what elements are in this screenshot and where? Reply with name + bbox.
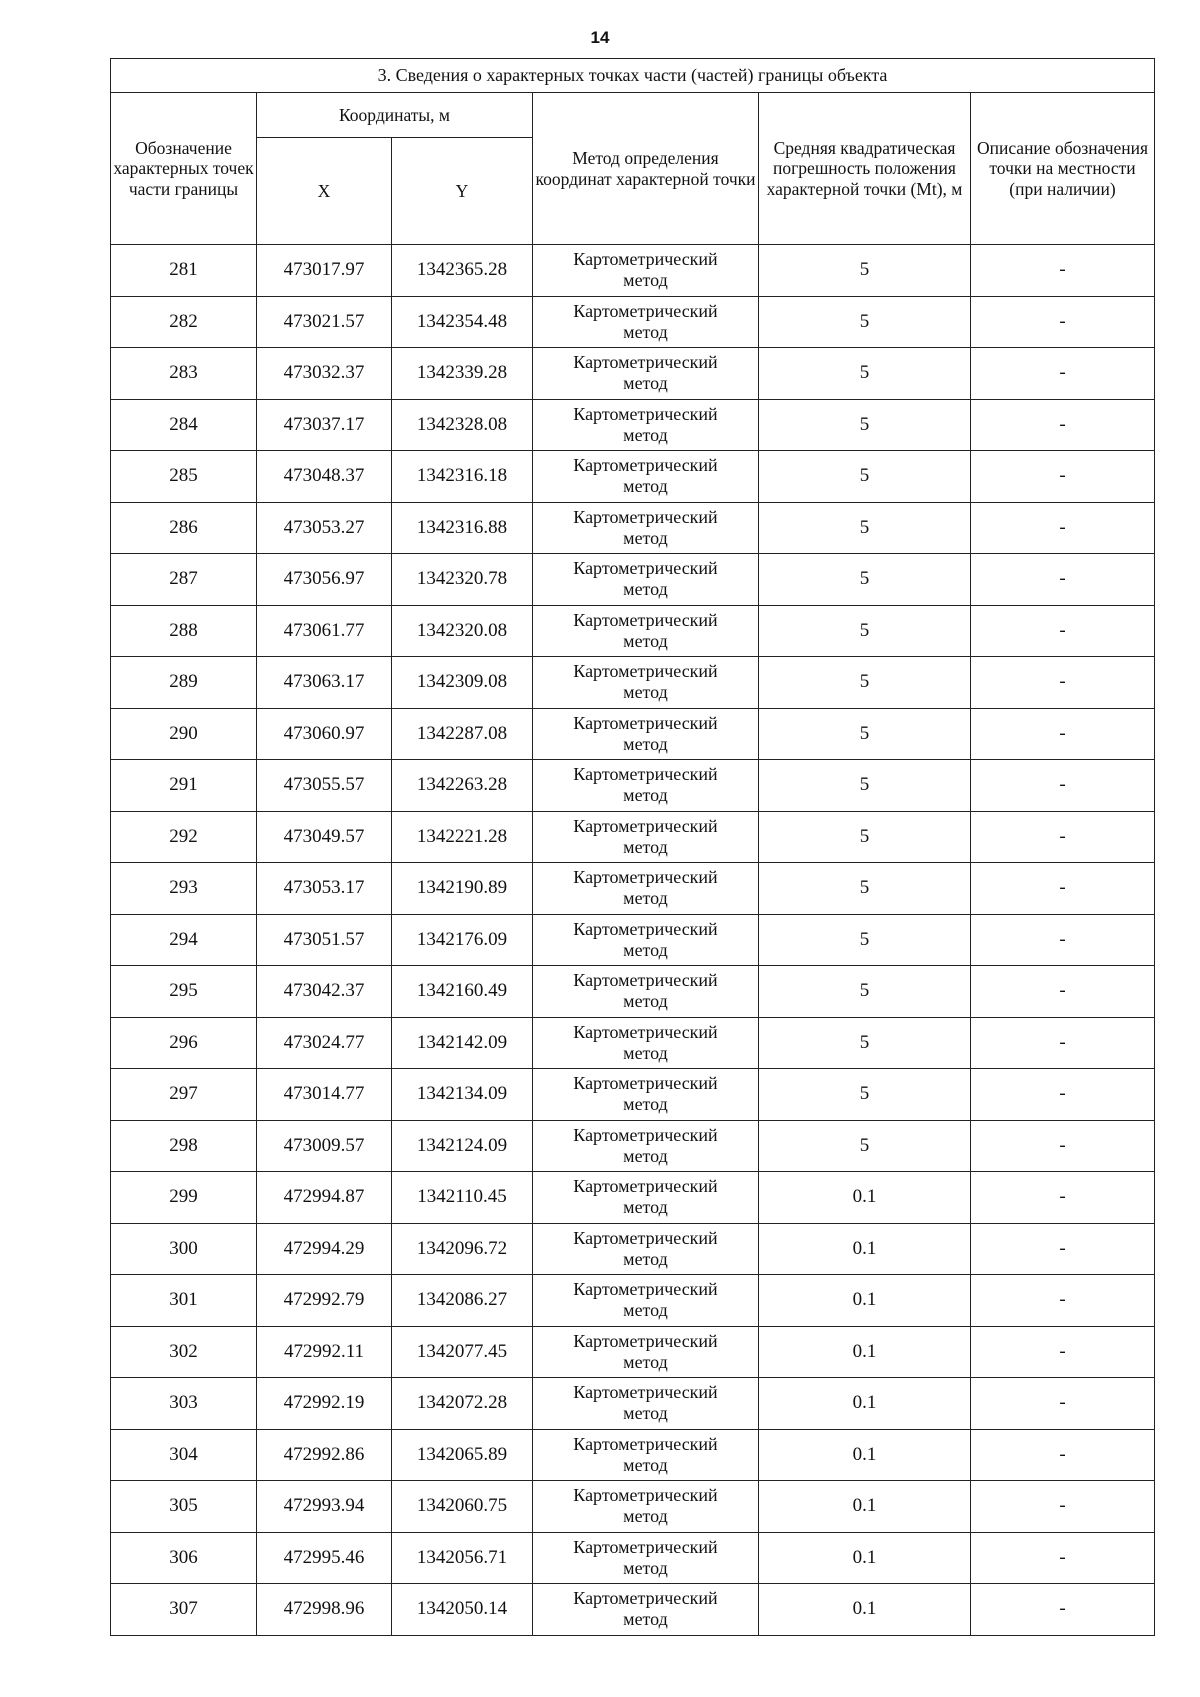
description-cell: -	[971, 966, 1155, 1018]
method-line-1: Картометрический	[573, 764, 718, 785]
method-cell	[533, 1481, 759, 1533]
error-cell: 5	[759, 451, 971, 503]
point-number-cell: 305	[111, 1481, 257, 1533]
point-number-cell: 303	[111, 1378, 257, 1430]
x-coordinate-cell: 473021.57	[257, 296, 392, 348]
header-x: X	[257, 138, 392, 245]
description-cell: -	[971, 1172, 1155, 1224]
description-cell: -	[971, 1429, 1155, 1481]
description-cell: -	[971, 451, 1155, 503]
method-line-1: Картометрический	[573, 403, 718, 424]
method-line-2: метод	[623, 1145, 668, 1166]
error-cell: 5	[759, 708, 971, 760]
x-coordinate-cell: 473061.77	[257, 605, 392, 657]
description-cell: -	[971, 605, 1155, 657]
method-line-2: метод	[623, 1094, 668, 1115]
method-cell	[533, 966, 759, 1018]
point-number-cell: 288	[111, 605, 257, 657]
y-coordinate-cell: 1342072.28	[392, 1378, 533, 1430]
method-line-1: Картометрический	[573, 1124, 718, 1145]
point-number-cell: 282	[111, 296, 257, 348]
method-line-1: Картометрический	[573, 455, 718, 476]
point-number-cell: 281	[111, 245, 257, 297]
method-line-1: Картометрический	[573, 1588, 718, 1609]
method-line-2: метод	[623, 1403, 668, 1424]
x-coordinate-cell: 473060.97	[257, 708, 392, 760]
y-coordinate-cell: 1342056.71	[392, 1532, 533, 1584]
table-row	[111, 657, 1155, 709]
method-line-2: метод	[623, 1557, 668, 1578]
method-cell	[533, 1120, 759, 1172]
description-cell: -	[971, 1481, 1155, 1533]
y-coordinate-cell: 1342316.18	[392, 451, 533, 503]
table-row	[111, 245, 1155, 297]
y-coordinate-cell: 1342190.89	[392, 863, 533, 915]
method-line-1: Картометрический	[573, 867, 718, 888]
x-coordinate-cell: 473048.37	[257, 451, 392, 503]
y-coordinate-cell: 1342134.09	[392, 1069, 533, 1121]
method-cell	[533, 502, 759, 554]
table-row	[111, 605, 1155, 657]
description-cell: -	[971, 1584, 1155, 1636]
method-cell	[533, 1532, 759, 1584]
y-coordinate-cell: 1342086.27	[392, 1275, 533, 1327]
description-cell: -	[971, 1069, 1155, 1121]
y-coordinate-cell: 1342309.08	[392, 657, 533, 709]
description-cell: -	[971, 708, 1155, 760]
error-cell: 5	[759, 811, 971, 863]
error-cell: 5	[759, 605, 971, 657]
table-row	[111, 1481, 1155, 1533]
method-cell	[533, 1378, 759, 1430]
method-line-1: Картометрический	[573, 300, 718, 321]
y-coordinate-cell: 1342365.28	[392, 245, 533, 297]
table-row	[111, 502, 1155, 554]
point-number-cell: 285	[111, 451, 257, 503]
method-line-1: Картометрический	[573, 1536, 718, 1557]
x-coordinate-cell: 473017.97	[257, 245, 392, 297]
header-error: Средняя квадратическая погрешность положения характерной точки (Mt), м	[759, 93, 971, 245]
description-cell: -	[971, 1378, 1155, 1430]
table-row	[111, 399, 1155, 451]
point-number-cell: 292	[111, 811, 257, 863]
x-coordinate-cell: 473014.77	[257, 1069, 392, 1121]
method-cell	[533, 914, 759, 966]
method-line-1: Картометрический	[573, 1227, 718, 1248]
method-cell	[533, 451, 759, 503]
point-number-cell: 301	[111, 1275, 257, 1327]
x-coordinate-cell: 473051.57	[257, 914, 392, 966]
description-cell: -	[971, 914, 1155, 966]
table-caption-row	[111, 59, 1155, 93]
error-cell: 5	[759, 863, 971, 915]
table-row	[111, 966, 1155, 1018]
point-number-cell: 295	[111, 966, 257, 1018]
method-cell	[533, 1429, 759, 1481]
y-coordinate-cell: 1342339.28	[392, 348, 533, 400]
method-line-2: метод	[623, 1197, 668, 1218]
description-cell: -	[971, 1120, 1155, 1172]
description-cell: -	[971, 399, 1155, 451]
method-cell	[533, 296, 759, 348]
method-line-1: Картометрический	[573, 1330, 718, 1351]
table-row	[111, 296, 1155, 348]
error-cell: 0.1	[759, 1326, 971, 1378]
y-coordinate-cell: 1342221.28	[392, 811, 533, 863]
method-line-2: метод	[623, 785, 668, 806]
y-coordinate-cell: 1342077.45	[392, 1326, 533, 1378]
table-row	[111, 1532, 1155, 1584]
y-coordinate-cell: 1342320.78	[392, 554, 533, 606]
method-cell	[533, 1017, 759, 1069]
point-number-cell: 291	[111, 760, 257, 812]
y-coordinate-cell: 1342065.89	[392, 1429, 533, 1481]
method-line-2: метод	[623, 1609, 668, 1630]
error-cell: 5	[759, 914, 971, 966]
error-cell: 5	[759, 245, 971, 297]
section-title: 3. Сведения о характерных точках части (частей) границы объекта	[111, 59, 1155, 93]
table-row	[111, 760, 1155, 812]
method-line-2: метод	[623, 373, 668, 394]
y-coordinate-cell: 1342060.75	[392, 1481, 533, 1533]
description-cell: -	[971, 554, 1155, 606]
x-coordinate-cell: 473042.37	[257, 966, 392, 1018]
method-line-2: метод	[623, 270, 668, 291]
y-coordinate-cell: 1342160.49	[392, 966, 533, 1018]
point-number-cell: 307	[111, 1584, 257, 1636]
x-coordinate-cell: 473032.37	[257, 348, 392, 400]
header-row-1	[111, 93, 1155, 138]
method-line-2: метод	[623, 527, 668, 548]
method-line-2: метод	[623, 424, 668, 445]
table-row	[111, 708, 1155, 760]
x-coordinate-cell: 473055.57	[257, 760, 392, 812]
description-cell: -	[971, 1017, 1155, 1069]
description-cell: -	[971, 1223, 1155, 1275]
y-coordinate-cell: 1342050.14	[392, 1584, 533, 1636]
method-line-2: метод	[623, 888, 668, 909]
description-cell: -	[971, 1326, 1155, 1378]
table-row	[111, 1069, 1155, 1121]
method-line-2: метод	[623, 1351, 668, 1372]
method-cell	[533, 245, 759, 297]
description-cell: -	[971, 296, 1155, 348]
header-coordinates: Координаты, м	[257, 93, 533, 138]
method-line-2: метод	[623, 579, 668, 600]
method-line-2: метод	[623, 991, 668, 1012]
error-cell: 0.1	[759, 1172, 971, 1224]
method-line-1: Картометрический	[573, 1021, 718, 1042]
table-row	[111, 1172, 1155, 1224]
table-row	[111, 1120, 1155, 1172]
point-number-cell: 289	[111, 657, 257, 709]
table-row	[111, 1017, 1155, 1069]
method-line-2: метод	[623, 733, 668, 754]
description-cell: -	[971, 1275, 1155, 1327]
description-cell: -	[971, 863, 1155, 915]
table-row	[111, 554, 1155, 606]
method-line-1: Картометрический	[573, 506, 718, 527]
method-line-1: Картометрический	[573, 609, 718, 630]
page-number: 14	[590, 28, 610, 47]
method-line-2: метод	[623, 682, 668, 703]
method-line-2: метод	[623, 1042, 668, 1063]
method-line-2: метод	[623, 1506, 668, 1527]
table-row	[111, 451, 1155, 503]
error-cell: 5	[759, 502, 971, 554]
y-coordinate-cell: 1342142.09	[392, 1017, 533, 1069]
method-line-2: метод	[623, 476, 668, 497]
method-line-1: Картометрический	[573, 352, 718, 373]
point-number-cell: 298	[111, 1120, 257, 1172]
point-number-cell: 284	[111, 399, 257, 451]
method-cell	[533, 348, 759, 400]
boundary-points-table	[110, 58, 1155, 1636]
point-number-cell: 293	[111, 863, 257, 915]
point-number-cell: 296	[111, 1017, 257, 1069]
method-line-1: Картометрический	[573, 918, 718, 939]
point-number-cell: 300	[111, 1223, 257, 1275]
method-line-1: Картометрический	[573, 1176, 718, 1197]
method-cell	[533, 1223, 759, 1275]
table-row	[111, 811, 1155, 863]
x-coordinate-cell: 472992.11	[257, 1326, 392, 1378]
error-cell: 5	[759, 1017, 971, 1069]
method-line-2: метод	[623, 321, 668, 342]
x-coordinate-cell: 473037.17	[257, 399, 392, 451]
method-cell	[533, 760, 759, 812]
method-line-1: Картометрический	[573, 712, 718, 733]
method-line-1: Картометрический	[573, 970, 718, 991]
x-coordinate-cell: 472998.96	[257, 1584, 392, 1636]
method-cell	[533, 1326, 759, 1378]
table-row	[111, 348, 1155, 400]
table-row	[111, 914, 1155, 966]
description-cell: -	[971, 1532, 1155, 1584]
description-cell: -	[971, 811, 1155, 863]
method-line-2: метод	[623, 1248, 668, 1269]
method-cell	[533, 657, 759, 709]
method-line-1: Картометрический	[573, 1279, 718, 1300]
error-cell: 0.1	[759, 1275, 971, 1327]
method-line-2: метод	[623, 939, 668, 960]
error-cell: 0.1	[759, 1378, 971, 1430]
x-coordinate-cell: 472993.94	[257, 1481, 392, 1533]
x-coordinate-cell: 473024.77	[257, 1017, 392, 1069]
error-cell: 5	[759, 296, 971, 348]
method-line-1: Картометрический	[573, 1382, 718, 1403]
y-coordinate-cell: 1342124.09	[392, 1120, 533, 1172]
error-cell: 5	[759, 1069, 971, 1121]
point-number-cell: 302	[111, 1326, 257, 1378]
method-line-2: метод	[623, 1454, 668, 1475]
error-cell: 5	[759, 760, 971, 812]
error-cell: 0.1	[759, 1532, 971, 1584]
table-row	[111, 1378, 1155, 1430]
method-line-1: Картометрический	[573, 815, 718, 836]
error-cell: 5	[759, 657, 971, 709]
method-cell	[533, 399, 759, 451]
x-coordinate-cell: 473049.57	[257, 811, 392, 863]
method-line-1: Картометрический	[573, 558, 718, 579]
x-coordinate-cell: 472994.29	[257, 1223, 392, 1275]
y-coordinate-cell: 1342287.08	[392, 708, 533, 760]
method-line-1: Картометрический	[573, 1073, 718, 1094]
error-cell: 0.1	[759, 1584, 971, 1636]
error-cell: 5	[759, 554, 971, 606]
point-number-cell: 304	[111, 1429, 257, 1481]
method-cell	[533, 863, 759, 915]
error-cell: 5	[759, 399, 971, 451]
x-coordinate-cell: 472995.46	[257, 1532, 392, 1584]
x-coordinate-cell: 472992.19	[257, 1378, 392, 1430]
y-coordinate-cell: 1342316.88	[392, 502, 533, 554]
method-cell	[533, 554, 759, 606]
description-cell: -	[971, 348, 1155, 400]
error-cell: 0.1	[759, 1429, 971, 1481]
header-y: Y	[392, 138, 533, 245]
header-method: Метод определения координат характерной точки	[533, 93, 759, 245]
point-number-cell: 287	[111, 554, 257, 606]
description-cell: -	[971, 760, 1155, 812]
y-coordinate-cell: 1342328.08	[392, 399, 533, 451]
error-cell: 0.1	[759, 1481, 971, 1533]
method-cell	[533, 1069, 759, 1121]
point-number-cell: 286	[111, 502, 257, 554]
x-coordinate-cell: 473009.57	[257, 1120, 392, 1172]
y-coordinate-cell: 1342096.72	[392, 1223, 533, 1275]
method-cell	[533, 708, 759, 760]
method-line-1: Картометрический	[573, 249, 718, 270]
method-cell	[533, 1275, 759, 1327]
point-number-cell: 299	[111, 1172, 257, 1224]
error-cell: 5	[759, 1120, 971, 1172]
point-number-cell: 306	[111, 1532, 257, 1584]
error-cell: 5	[759, 966, 971, 1018]
x-coordinate-cell: 472992.86	[257, 1429, 392, 1481]
y-coordinate-cell: 1342263.28	[392, 760, 533, 812]
method-cell	[533, 811, 759, 863]
x-coordinate-cell: 473056.97	[257, 554, 392, 606]
point-number-cell: 290	[111, 708, 257, 760]
method-line-1: Картометрический	[573, 1485, 718, 1506]
method-line-1: Картометрический	[573, 1433, 718, 1454]
method-cell	[533, 605, 759, 657]
point-number-cell: 283	[111, 348, 257, 400]
y-coordinate-cell: 1342110.45	[392, 1172, 533, 1224]
method-line-2: метод	[623, 1300, 668, 1321]
header-description: Описание обозначения точки на местности (при наличии)	[971, 93, 1155, 245]
table-row	[111, 1429, 1155, 1481]
table-row	[111, 1223, 1155, 1275]
x-coordinate-cell: 473053.17	[257, 863, 392, 915]
table-row	[111, 1275, 1155, 1327]
x-coordinate-cell: 472994.87	[257, 1172, 392, 1224]
method-cell	[533, 1172, 759, 1224]
table-row	[111, 863, 1155, 915]
table-row	[111, 1326, 1155, 1378]
y-coordinate-cell: 1342320.08	[392, 605, 533, 657]
description-cell: -	[971, 657, 1155, 709]
method-line-2: метод	[623, 836, 668, 857]
y-coordinate-cell: 1342176.09	[392, 914, 533, 966]
point-number-cell: 297	[111, 1069, 257, 1121]
error-cell: 5	[759, 348, 971, 400]
table-row	[111, 1584, 1155, 1636]
method-line-1: Картометрический	[573, 661, 718, 682]
description-cell: -	[971, 502, 1155, 554]
method-line-2: метод	[623, 630, 668, 651]
header-point-designation: Обозначение характерных точек части границы	[111, 93, 257, 245]
point-number-cell: 294	[111, 914, 257, 966]
method-cell	[533, 1584, 759, 1636]
table-body	[111, 245, 1155, 1636]
x-coordinate-cell: 473063.17	[257, 657, 392, 709]
x-coordinate-cell: 473053.27	[257, 502, 392, 554]
y-coordinate-cell: 1342354.48	[392, 296, 533, 348]
error-cell: 0.1	[759, 1223, 971, 1275]
description-cell: -	[971, 245, 1155, 297]
x-coordinate-cell: 472992.79	[257, 1275, 392, 1327]
